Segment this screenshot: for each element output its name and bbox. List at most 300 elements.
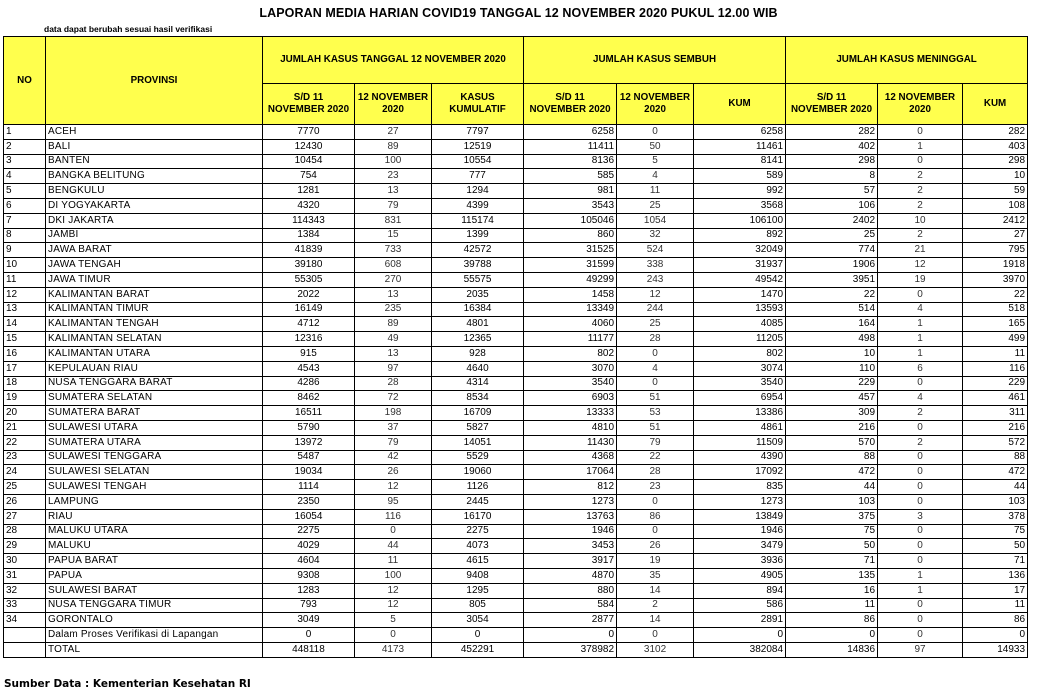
sembuh-nov12-cell: 0	[617, 125, 694, 140]
meninggal-sd11-cell: 106	[786, 198, 878, 213]
province-name-cell: BENGKULU	[46, 184, 263, 199]
sembuh-sd11-cell: 105046	[524, 213, 617, 228]
sembuh-sd11-cell: 3070	[524, 361, 617, 376]
kasus-nov12-cell: 12	[355, 598, 432, 613]
meninggal-nov12-cell: 1	[878, 583, 963, 598]
table-row	[4, 554, 1028, 569]
meninggal-kum-cell: 282	[963, 125, 1028, 140]
sembuh-kum-cell: 586	[694, 598, 786, 613]
meninggal-sd11-cell: 10	[786, 346, 878, 361]
header-meninggal-nov12: 12 NOVEMBER 2020	[878, 84, 963, 125]
meninggal-kum-cell: 88	[963, 450, 1028, 465]
meninggal-nov12-cell: 2	[878, 435, 963, 450]
province-name-cell: SUMATERA SELATAN	[46, 391, 263, 406]
table-row	[4, 184, 1028, 199]
table-row	[4, 613, 1028, 628]
kasus-kumulatif-cell: 2275	[432, 524, 524, 539]
kasus-sd11-cell: 1114	[263, 480, 355, 495]
meninggal-nov12-cell: 0	[878, 628, 963, 643]
meninggal-sd11-cell: 14836	[786, 642, 878, 657]
sembuh-sd11-cell: 378982	[524, 642, 617, 657]
kasus-kumulatif-cell: 16170	[432, 509, 524, 524]
row-no-cell: 22	[4, 435, 46, 450]
meninggal-nov12-cell: 0	[878, 450, 963, 465]
sembuh-nov12-cell: 51	[617, 391, 694, 406]
sembuh-kum-cell: 4390	[694, 450, 786, 465]
table-row	[4, 287, 1028, 302]
meninggal-kum-cell: 229	[963, 376, 1028, 391]
kasus-sd11-cell: 16511	[263, 406, 355, 421]
report-title: LAPORAN MEDIA HARIAN COVID19 TANGGAL 12 NOVEMBER 2020 PUKUL 12.00 WIB	[259, 6, 778, 20]
meninggal-sd11-cell: 472	[786, 465, 878, 480]
kasus-nov12-cell: 15	[355, 228, 432, 243]
kasus-kumulatif-cell: 42572	[432, 243, 524, 258]
sembuh-nov12-cell: 14	[617, 583, 694, 598]
header-meninggal-sd11: S/D 11 NOVEMBER 2020	[786, 84, 878, 125]
kasus-nov12-cell: 116	[355, 509, 432, 524]
meninggal-nov12-cell: 0	[878, 376, 963, 391]
kasus-sd11-cell: 448118	[263, 642, 355, 657]
meninggal-sd11-cell: 402	[786, 139, 878, 154]
row-no-cell: 20	[4, 406, 46, 421]
meninggal-nov12-cell: 21	[878, 243, 963, 258]
table-row	[4, 361, 1028, 376]
sembuh-kum-cell: 3936	[694, 554, 786, 569]
table-row	[4, 272, 1028, 287]
sembuh-sd11-cell: 31599	[524, 258, 617, 273]
meninggal-sd11-cell: 110	[786, 361, 878, 376]
row-no-cell: 2	[4, 139, 46, 154]
sembuh-sd11-cell: 6903	[524, 391, 617, 406]
kasus-kumulatif-cell: 3054	[432, 613, 524, 628]
kasus-kumulatif-cell: 4640	[432, 361, 524, 376]
report-body	[4, 125, 1028, 658]
meninggal-sd11-cell: 50	[786, 539, 878, 554]
meninggal-kum-cell: 795	[963, 243, 1028, 258]
kasus-nov12-cell: 42	[355, 450, 432, 465]
meninggal-sd11-cell: 298	[786, 154, 878, 169]
meninggal-nov12-cell: 12	[878, 258, 963, 273]
kasus-nov12-cell: 72	[355, 391, 432, 406]
sembuh-nov12-cell: 4	[617, 169, 694, 184]
row-no-cell: 24	[4, 465, 46, 480]
kasus-kumulatif-cell: 115174	[432, 213, 524, 228]
row-no-cell: 28	[4, 524, 46, 539]
sembuh-kum-cell: 3540	[694, 376, 786, 391]
sembuh-kum-cell: 892	[694, 228, 786, 243]
row-no-cell: 14	[4, 317, 46, 332]
kasus-nov12-cell: 49	[355, 332, 432, 347]
meninggal-nov12-cell: 0	[878, 554, 963, 569]
sembuh-nov12-cell: 2	[617, 598, 694, 613]
province-name-cell: RIAU	[46, 509, 263, 524]
header-no: NO	[4, 37, 46, 125]
table-row	[4, 317, 1028, 332]
meninggal-kum-cell: 116	[963, 361, 1028, 376]
table-row	[4, 420, 1028, 435]
sembuh-kum-cell: 1470	[694, 287, 786, 302]
meninggal-kum-cell: 59	[963, 184, 1028, 199]
sembuh-sd11-cell: 49299	[524, 272, 617, 287]
sembuh-sd11-cell: 981	[524, 184, 617, 199]
sembuh-kum-cell: 4861	[694, 420, 786, 435]
sembuh-nov12-cell: 4	[617, 361, 694, 376]
meninggal-nov12-cell: 3	[878, 509, 963, 524]
kasus-kumulatif-cell: 5827	[432, 420, 524, 435]
table-row	[4, 198, 1028, 213]
meninggal-sd11-cell: 3951	[786, 272, 878, 287]
province-name-cell: SUMATERA UTARA	[46, 435, 263, 450]
header-kasus-nov12: 12 NOVEMBER 2020	[355, 84, 432, 125]
kasus-kumulatif-cell: 19060	[432, 465, 524, 480]
kasus-kumulatif-cell: 5529	[432, 450, 524, 465]
sembuh-nov12-cell: 53	[617, 406, 694, 421]
meninggal-nov12-cell: 2	[878, 169, 963, 184]
sembuh-kum-cell: 894	[694, 583, 786, 598]
kasus-sd11-cell: 5487	[263, 450, 355, 465]
meninggal-sd11-cell: 16	[786, 583, 878, 598]
meninggal-kum-cell: 17	[963, 583, 1028, 598]
sembuh-sd11-cell: 3543	[524, 198, 617, 213]
row-no-cell	[4, 642, 46, 657]
meninggal-kum-cell: 1918	[963, 258, 1028, 273]
sembuh-sd11-cell: 812	[524, 480, 617, 495]
kasus-kumulatif-cell: 1295	[432, 583, 524, 598]
kasus-kumulatif-cell: 12365	[432, 332, 524, 347]
row-no-cell	[4, 628, 46, 643]
province-name-cell: ACEH	[46, 125, 263, 140]
table-row	[4, 583, 1028, 598]
meninggal-nov12-cell: 2	[878, 228, 963, 243]
province-name-cell: SUMATERA BARAT	[46, 406, 263, 421]
sembuh-sd11-cell: 11430	[524, 435, 617, 450]
row-no-cell: 13	[4, 302, 46, 317]
kasus-sd11-cell: 55305	[263, 272, 355, 287]
sembuh-kum-cell: 3479	[694, 539, 786, 554]
kasus-nov12-cell: 97	[355, 361, 432, 376]
province-name-cell: LAMPUNG	[46, 494, 263, 509]
sembuh-nov12-cell: 3102	[617, 642, 694, 657]
meninggal-kum-cell: 103	[963, 494, 1028, 509]
province-name-cell: KALIMANTAN BARAT	[46, 287, 263, 302]
meninggal-sd11-cell: 2402	[786, 213, 878, 228]
sembuh-nov12-cell: 35	[617, 568, 694, 583]
kasus-sd11-cell: 4604	[263, 554, 355, 569]
kasus-sd11-cell: 12430	[263, 139, 355, 154]
province-name-cell: BANTEN	[46, 154, 263, 169]
kasus-sd11-cell: 8462	[263, 391, 355, 406]
kasus-kumulatif-cell: 55575	[432, 272, 524, 287]
sembuh-nov12-cell: 28	[617, 332, 694, 347]
sembuh-sd11-cell: 13349	[524, 302, 617, 317]
row-no-cell: 25	[4, 480, 46, 495]
table-row	[4, 139, 1028, 154]
row-no-cell: 16	[4, 346, 46, 361]
meninggal-kum-cell: 0	[963, 628, 1028, 643]
row-no-cell: 33	[4, 598, 46, 613]
meninggal-nov12-cell: 1	[878, 332, 963, 347]
province-name-cell: DKI JAKARTA	[46, 213, 263, 228]
province-name-cell: KALIMANTAN UTARA	[46, 346, 263, 361]
kasus-nov12-cell: 11	[355, 554, 432, 569]
table-row	[4, 450, 1028, 465]
meninggal-nov12-cell: 0	[878, 154, 963, 169]
province-name-cell: JAWA TIMUR	[46, 272, 263, 287]
sembuh-kum-cell: 6258	[694, 125, 786, 140]
sembuh-sd11-cell: 802	[524, 346, 617, 361]
kasus-kumulatif-cell: 4615	[432, 554, 524, 569]
kasus-sd11-cell: 4543	[263, 361, 355, 376]
province-name-cell: KALIMANTAN TENGAH	[46, 317, 263, 332]
meninggal-nov12-cell: 0	[878, 524, 963, 539]
meninggal-kum-cell: 86	[963, 613, 1028, 628]
kasus-sd11-cell: 3049	[263, 613, 355, 628]
meninggal-kum-cell: 44	[963, 480, 1028, 495]
kasus-nov12-cell: 12	[355, 480, 432, 495]
meninggal-nov12-cell: 0	[878, 480, 963, 495]
kasus-nov12-cell: 100	[355, 154, 432, 169]
meninggal-nov12-cell: 19	[878, 272, 963, 287]
meninggal-kum-cell: 461	[963, 391, 1028, 406]
kasus-sd11-cell: 19034	[263, 465, 355, 480]
kasus-sd11-cell: 16149	[263, 302, 355, 317]
kasus-kumulatif-cell: 39788	[432, 258, 524, 273]
meninggal-nov12-cell: 1	[878, 346, 963, 361]
meninggal-kum-cell: 10	[963, 169, 1028, 184]
table-row	[4, 568, 1028, 583]
sembuh-sd11-cell: 13333	[524, 406, 617, 421]
sembuh-nov12-cell: 0	[617, 524, 694, 539]
sembuh-sd11-cell: 11411	[524, 139, 617, 154]
meninggal-kum-cell: 27	[963, 228, 1028, 243]
sembuh-nov12-cell: 1054	[617, 213, 694, 228]
table-row	[4, 435, 1028, 450]
sembuh-nov12-cell: 0	[617, 376, 694, 391]
table-row	[4, 125, 1028, 140]
kasus-nov12-cell: 100	[355, 568, 432, 583]
meninggal-sd11-cell: 164	[786, 317, 878, 332]
province-name-cell: JAWA TENGAH	[46, 258, 263, 273]
kasus-kumulatif-cell: 4073	[432, 539, 524, 554]
table-row	[4, 213, 1028, 228]
kasus-nov12-cell: 44	[355, 539, 432, 554]
sembuh-kum-cell: 4905	[694, 568, 786, 583]
meninggal-kum-cell: 11	[963, 346, 1028, 361]
sembuh-nov12-cell: 26	[617, 539, 694, 554]
kasus-kumulatif-cell: 16709	[432, 406, 524, 421]
meninggal-kum-cell: 71	[963, 554, 1028, 569]
table-row	[4, 376, 1028, 391]
sembuh-kum-cell: 3074	[694, 361, 786, 376]
row-no-cell: 5	[4, 184, 46, 199]
table-row	[4, 346, 1028, 361]
meninggal-sd11-cell: 514	[786, 302, 878, 317]
table-row	[4, 228, 1028, 243]
kasus-kumulatif-cell: 0	[432, 628, 524, 643]
kasus-nov12-cell: 733	[355, 243, 432, 258]
meninggal-sd11-cell: 1906	[786, 258, 878, 273]
meninggal-nov12-cell: 0	[878, 539, 963, 554]
meninggal-kum-cell: 572	[963, 435, 1028, 450]
kasus-nov12-cell: 0	[355, 524, 432, 539]
sembuh-kum-cell: 3568	[694, 198, 786, 213]
kasus-kumulatif-cell: 2445	[432, 494, 524, 509]
kasus-sd11-cell: 1283	[263, 583, 355, 598]
meninggal-sd11-cell: 570	[786, 435, 878, 450]
meninggal-kum-cell: 50	[963, 539, 1028, 554]
table-row	[4, 628, 1028, 643]
sembuh-sd11-cell: 13763	[524, 509, 617, 524]
sembuh-sd11-cell: 6258	[524, 125, 617, 140]
kasus-kumulatif-cell: 9408	[432, 568, 524, 583]
kasus-sd11-cell: 0	[263, 628, 355, 643]
province-name-cell: KALIMANTAN TIMUR	[46, 302, 263, 317]
meninggal-kum-cell: 75	[963, 524, 1028, 539]
kasus-kumulatif-cell: 4314	[432, 376, 524, 391]
sembuh-kum-cell: 835	[694, 480, 786, 495]
province-name-cell: MALUKU	[46, 539, 263, 554]
sembuh-nov12-cell: 11	[617, 184, 694, 199]
kasus-nov12-cell: 79	[355, 198, 432, 213]
row-no-cell: 3	[4, 154, 46, 169]
row-no-cell: 34	[4, 613, 46, 628]
kasus-sd11-cell: 12316	[263, 332, 355, 347]
table-row	[4, 243, 1028, 258]
province-name-cell: BANGKA BELITUNG	[46, 169, 263, 184]
kasus-sd11-cell: 10454	[263, 154, 355, 169]
kasus-sd11-cell: 114343	[263, 213, 355, 228]
province-name-cell: JAMBI	[46, 228, 263, 243]
meninggal-nov12-cell: 0	[878, 494, 963, 509]
table-row	[4, 642, 1028, 657]
kasus-sd11-cell: 793	[263, 598, 355, 613]
sembuh-nov12-cell: 86	[617, 509, 694, 524]
row-no-cell: 10	[4, 258, 46, 273]
meninggal-nov12-cell: 0	[878, 465, 963, 480]
row-no-cell: 27	[4, 509, 46, 524]
sembuh-kum-cell: 17092	[694, 465, 786, 480]
province-name-cell: SULAWESI UTARA	[46, 420, 263, 435]
sembuh-kum-cell: 31937	[694, 258, 786, 273]
sembuh-kum-cell: 11509	[694, 435, 786, 450]
kasus-nov12-cell: 4173	[355, 642, 432, 657]
province-name-cell: SULAWESI SELATAN	[46, 465, 263, 480]
meninggal-sd11-cell: 0	[786, 628, 878, 643]
sembuh-sd11-cell: 3917	[524, 554, 617, 569]
kasus-sd11-cell: 4029	[263, 539, 355, 554]
meninggal-nov12-cell: 4	[878, 391, 963, 406]
row-no-cell: 9	[4, 243, 46, 258]
kasus-nov12-cell: 28	[355, 376, 432, 391]
sembuh-kum-cell: 1946	[694, 524, 786, 539]
kasus-kumulatif-cell: 12519	[432, 139, 524, 154]
row-no-cell: 26	[4, 494, 46, 509]
sembuh-kum-cell: 1273	[694, 494, 786, 509]
kasus-sd11-cell: 4712	[263, 317, 355, 332]
sembuh-sd11-cell: 1273	[524, 494, 617, 509]
province-name-cell: GORONTALO	[46, 613, 263, 628]
meninggal-nov12-cell: 0	[878, 613, 963, 628]
kasus-kumulatif-cell: 1399	[432, 228, 524, 243]
sembuh-sd11-cell: 0	[524, 628, 617, 643]
kasus-nov12-cell: 79	[355, 435, 432, 450]
table-row	[4, 494, 1028, 509]
sembuh-kum-cell: 49542	[694, 272, 786, 287]
sembuh-sd11-cell: 584	[524, 598, 617, 613]
meninggal-sd11-cell: 22	[786, 287, 878, 302]
meninggal-sd11-cell: 57	[786, 184, 878, 199]
row-no-cell: 8	[4, 228, 46, 243]
table-row	[4, 480, 1028, 495]
row-no-cell: 1	[4, 125, 46, 140]
kasus-kumulatif-cell: 1294	[432, 184, 524, 199]
meninggal-kum-cell: 14933	[963, 642, 1028, 657]
kasus-sd11-cell: 2275	[263, 524, 355, 539]
sembuh-kum-cell: 382084	[694, 642, 786, 657]
province-name-cell: Dalam Proses Verifikasi di Lapangan	[46, 628, 263, 643]
sembuh-kum-cell: 13593	[694, 302, 786, 317]
kasus-kumulatif-cell: 2035	[432, 287, 524, 302]
kasus-sd11-cell: 4286	[263, 376, 355, 391]
kasus-kumulatif-cell: 777	[432, 169, 524, 184]
sembuh-kum-cell: 8141	[694, 154, 786, 169]
table-row	[4, 406, 1028, 421]
table-row	[4, 598, 1028, 613]
meninggal-nov12-cell: 10	[878, 213, 963, 228]
kasus-nov12-cell: 27	[355, 125, 432, 140]
meninggal-nov12-cell: 2	[878, 184, 963, 199]
kasus-sd11-cell: 915	[263, 346, 355, 361]
sembuh-sd11-cell: 8136	[524, 154, 617, 169]
kasus-sd11-cell: 7770	[263, 125, 355, 140]
verification-note: data dapat berubah sesuai hasil verifikasi	[44, 24, 213, 34]
meninggal-nov12-cell: 0	[878, 125, 963, 140]
meninggal-sd11-cell: 135	[786, 568, 878, 583]
sembuh-kum-cell: 13849	[694, 509, 786, 524]
sembuh-kum-cell: 2891	[694, 613, 786, 628]
kasus-nov12-cell: 270	[355, 272, 432, 287]
row-no-cell: 18	[4, 376, 46, 391]
sembuh-nov12-cell: 0	[617, 346, 694, 361]
sembuh-sd11-cell: 3540	[524, 376, 617, 391]
sembuh-nov12-cell: 28	[617, 465, 694, 480]
sembuh-nov12-cell: 0	[617, 494, 694, 509]
sembuh-sd11-cell: 1458	[524, 287, 617, 302]
sembuh-nov12-cell: 5	[617, 154, 694, 169]
table-row	[4, 539, 1028, 554]
kasus-sd11-cell: 39180	[263, 258, 355, 273]
kasus-kumulatif-cell: 452291	[432, 642, 524, 657]
sembuh-kum-cell: 13386	[694, 406, 786, 421]
table-row	[4, 509, 1028, 524]
province-name-cell: SULAWESI TENGAH	[46, 480, 263, 495]
kasus-kumulatif-cell: 4399	[432, 198, 524, 213]
kasus-kumulatif-cell: 4801	[432, 317, 524, 332]
meninggal-kum-cell: 11	[963, 598, 1028, 613]
sembuh-nov12-cell: 51	[617, 420, 694, 435]
sembuh-nov12-cell: 0	[617, 628, 694, 643]
sembuh-sd11-cell: 4368	[524, 450, 617, 465]
table-row	[4, 302, 1028, 317]
row-no-cell: 15	[4, 332, 46, 347]
kasus-kumulatif-cell: 1126	[432, 480, 524, 495]
kasus-kumulatif-cell: 805	[432, 598, 524, 613]
header-group-kasus: JUMLAH KASUS TANGGAL 12 NOVEMBER 2020	[263, 37, 524, 84]
sembuh-nov12-cell: 25	[617, 198, 694, 213]
sembuh-kum-cell: 11205	[694, 332, 786, 347]
meninggal-sd11-cell: 11	[786, 598, 878, 613]
kasus-sd11-cell: 13972	[263, 435, 355, 450]
